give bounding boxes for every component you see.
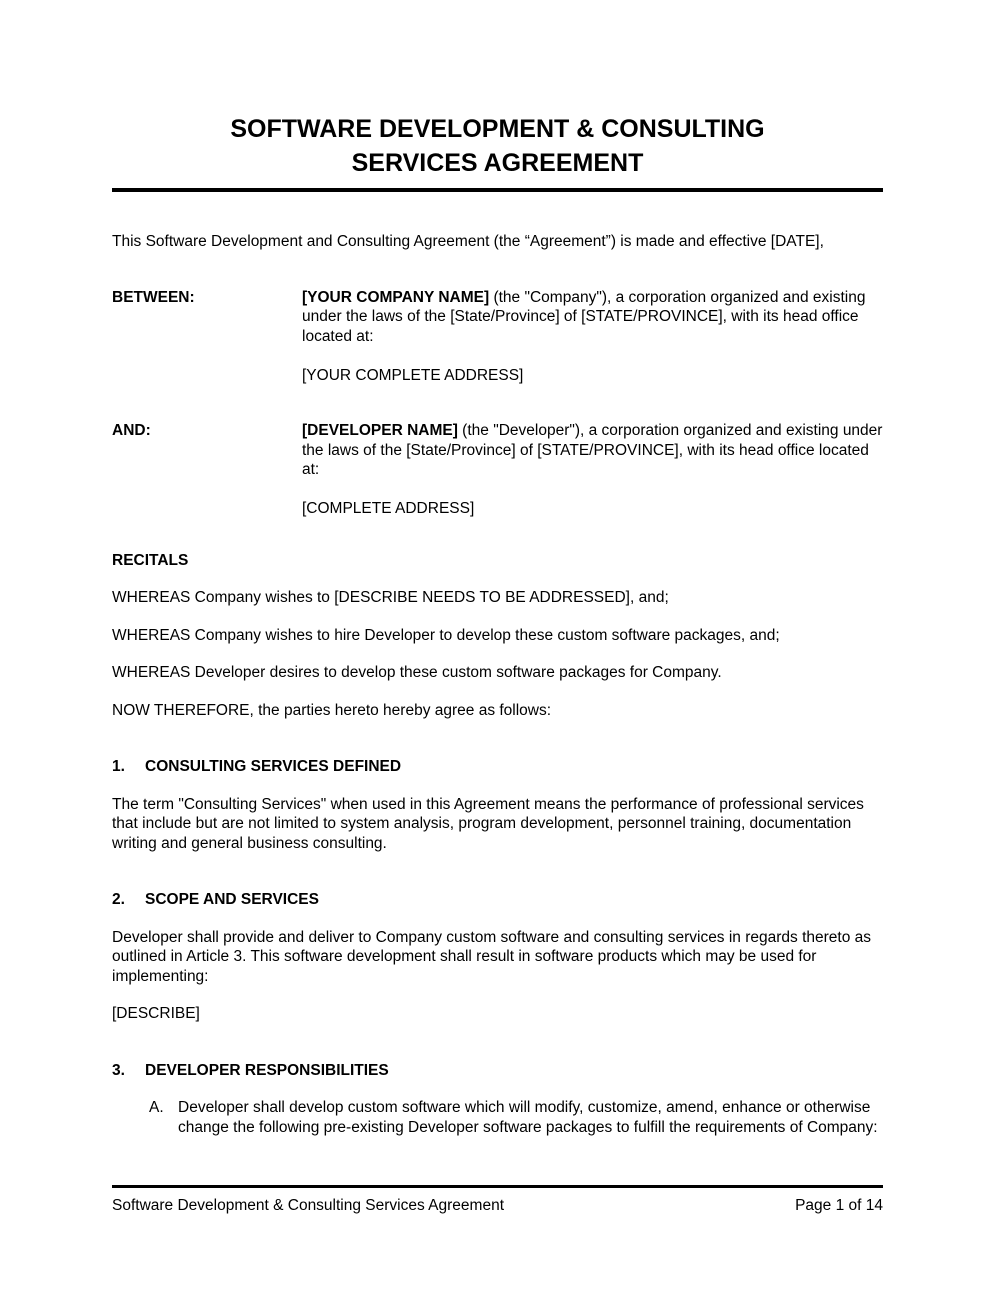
- section-3-number: 3.: [112, 1061, 125, 1079]
- company-name-placeholder: [YOUR COMPANY NAME]: [302, 288, 490, 306]
- party-label-between: BETWEEN:: [112, 288, 195, 306]
- recitals-heading: RECITALS: [112, 551, 189, 569]
- developer-name-placeholder: [DEVELOPER NAME]: [302, 422, 458, 439]
- section-2-title: SCOPE AND SERVICES: [145, 891, 319, 908]
- party-description-developer: [302, 421, 883, 480]
- section-3-item-a-text: Developer shall develop custom software which will modify, customize, amend, enhance or otherwise change the following pre-existing Developer software packages to fulfill the requirements of Company:: [178, 1099, 878, 1136]
- section-3-item-a: [149, 1098, 883, 1137]
- section-3-heading: [112, 1061, 883, 1081]
- section-2-describe-placeholder: [DESCRIBE]: [112, 1005, 200, 1022]
- intro-paragraph: This Software Development and Consulting Agreement (the “Agreement”) is made and effective [DATE],: [112, 233, 824, 250]
- document-title-line-2: SERVICES AGREEMENT: [351, 149, 644, 177]
- footer-page-number: Page 1 of 14: [795, 1197, 883, 1214]
- section-1-body: The term "Consulting Services" when used in this Agreement means the performance of professional services that include but are not limited to system analysis, program development, personnel training, documentation writing and general business consulting.: [112, 795, 864, 852]
- party-block-and: [112, 421, 883, 519]
- section-1-number: 1.: [112, 758, 125, 775]
- company-description-text: (the "Company"), a corporation organized and existing under the laws of the [State/Province] of [STATE/PROVINCE], with its head office located at:: [302, 288, 866, 345]
- party-label-and: AND:: [112, 422, 151, 439]
- party-description-company: [302, 288, 883, 347]
- recital-clause-2: WHEREAS Company wishes to hire Developer to develop these custom software packages, and;: [112, 626, 780, 644]
- section-3-item-a-letter: A.: [149, 1099, 164, 1116]
- document-title: [112, 112, 883, 180]
- document-title-line-1: SOFTWARE DEVELOPMENT & CONSULTING: [230, 115, 765, 143]
- footer-document-title: Software Development & Consulting Services Agreement: [112, 1197, 505, 1214]
- section-2-body: Developer shall provide and deliver to Company custom software and consulting services in regards thereto as outlined in Article 3. This software development shall result in software products which may be used for implementing:: [112, 928, 872, 985]
- footer-divider-rule: [112, 1185, 883, 1188]
- page-footer: [112, 1185, 883, 1216]
- section-1-title: CONSULTING SERVICES DEFINED: [145, 758, 402, 775]
- section-1-heading: [112, 757, 883, 777]
- party-block-between: [112, 288, 883, 386]
- section-2-heading: [112, 890, 883, 910]
- section-2-number: 2.: [112, 891, 125, 908]
- recital-clause-1: WHEREAS Company wishes to [DESCRIBE NEEDS TO BE ADDRESSED], and;: [112, 589, 669, 606]
- footer-row: [112, 1196, 883, 1216]
- developer-address-placeholder: [COMPLETE ADDRESS]: [302, 500, 475, 517]
- company-address-placeholder: [YOUR COMPLETE ADDRESS]: [302, 366, 524, 384]
- recital-clause-now-therefore: NOW THEREFORE, the parties hereto hereby agree as follows:: [112, 701, 552, 719]
- recital-clause-3: WHEREAS Developer desires to develop these custom software packages for Company.: [112, 664, 722, 681]
- developer-description-text: (the "Developer"), a corporation organized and existing under the laws of the [State/Province] of [STATE/PROVINCE], with its head office located at:: [302, 422, 883, 478]
- title-divider-rule: [112, 188, 883, 192]
- section-3-title: DEVELOPER RESPONSIBILITIES: [145, 1061, 389, 1079]
